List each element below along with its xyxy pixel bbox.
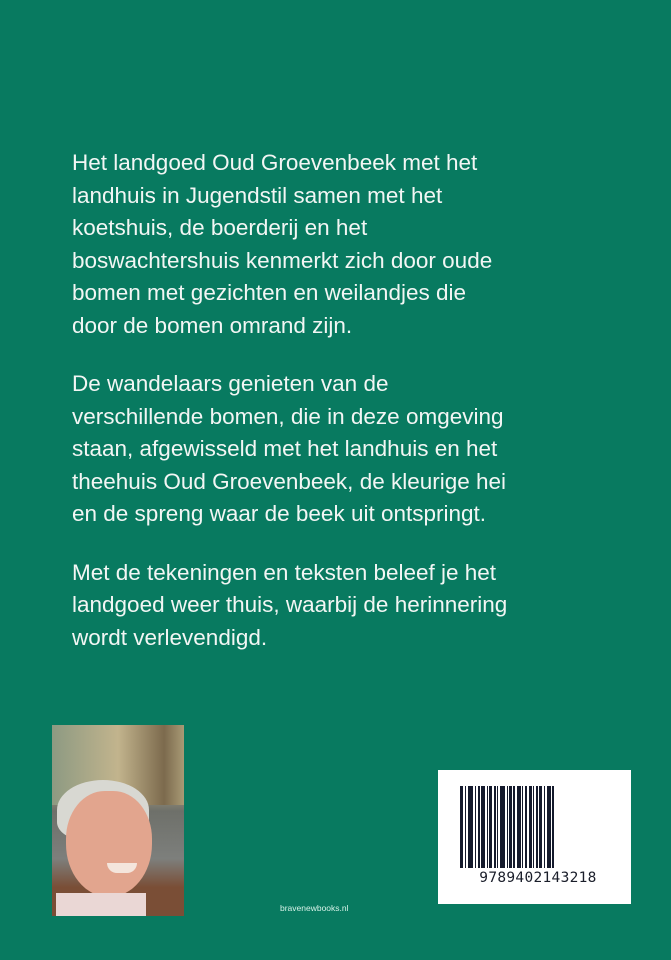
isbn-barcode (438, 770, 631, 904)
publisher-url: bravenewbooks.nl (280, 903, 349, 913)
isbn-number: 9789402143218 (479, 870, 597, 886)
barcode-bar (554, 786, 555, 868)
author-photo (52, 725, 184, 916)
blurb-paragraph-1: Het landgoed Oud Groevenbeek met het landhuis in Jugendstil samen met het koetshuis, de boerderij en het boswachtershuis kenmerkt zich door oude bomen met gezichten en weilandjes die door de bomen omrand zijn. (72, 150, 493, 338)
barcode-bars (460, 786, 612, 868)
blurb-paragraph-2: De wandelaars genieten van de verschillende bomen, die in deze omgeving staan, afgewisseld met het landhuis en het theehuis Oud Groevenbeek, de kleurige hei en de spreng waar de beek uit ontspringt. (72, 371, 507, 526)
back-cover-blurb (72, 147, 662, 680)
blurb-paragraph-3: Met de tekeningen en teksten beleef je het landgoed weer thuis, waarbij de herinnering wordt verlevendigd. (72, 559, 508, 650)
